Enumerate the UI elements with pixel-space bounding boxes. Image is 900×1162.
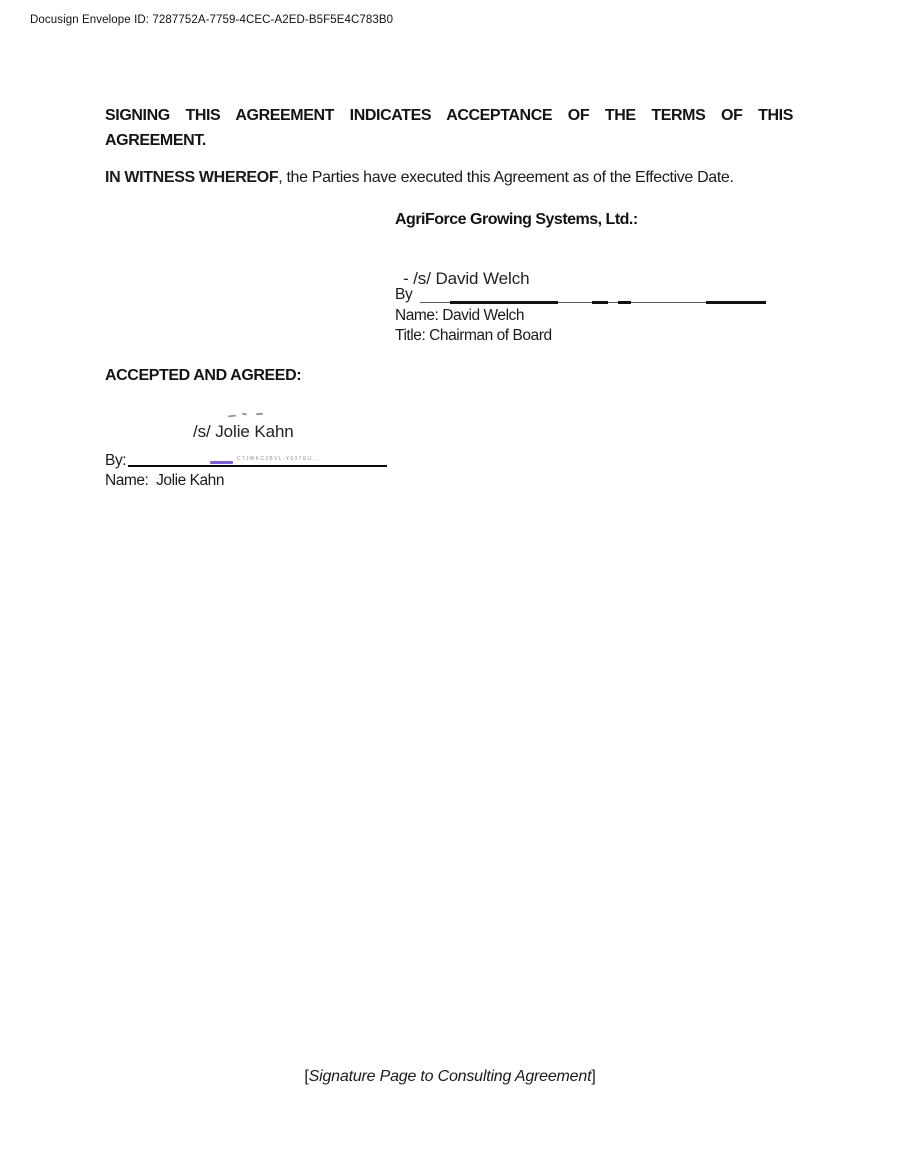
- scan-artifact-mark: [228, 415, 236, 417]
- company-by-label: By: [395, 286, 413, 303]
- agreement-heading-line2: AGREEMENT.: [105, 132, 206, 149]
- scan-artifact-mark: [242, 413, 247, 415]
- witness-clause: [105, 169, 734, 187]
- signature-line-stroke: [706, 301, 766, 304]
- caption-close-bracket: ]: [591, 1068, 596, 1085]
- witness-clause-rest: , the Parties have executed this Agreement as of the Effective Date.: [278, 169, 734, 186]
- company-name-heading: AgriForce Growing Systems, Ltd.:: [395, 211, 638, 228]
- docusign-stamp-mark: [210, 461, 233, 464]
- company-signature-line: [420, 301, 766, 305]
- company-signer-title-line: Title: Chairman of Board: [395, 327, 552, 344]
- scan-artifact-mark: [256, 413, 263, 415]
- company-signer-name-line: Name: David Welch: [395, 307, 525, 324]
- signature-line-stroke: [592, 301, 608, 304]
- caption-text: Signature Page to Consulting Agreement: [308, 1068, 592, 1085]
- signature-line-stroke: [618, 301, 631, 304]
- consultant-signer-name-line: Name: Jolie Kahn: [105, 472, 224, 489]
- accepted-and-agreed-heading: ACCEPTED AND AGREED:: [105, 367, 302, 384]
- consultant-signature-line: [128, 465, 387, 467]
- consultant-typed-signature: /s/ Jolie Kahn: [193, 422, 294, 441]
- company-typed-signature: - /s/ David Welch: [403, 269, 530, 288]
- agreement-heading-line1: SIGNING THIS AGREEMENT INDICATES ACCEPTANCE OF THE TERMS OF THIS: [105, 107, 793, 124]
- signature-line-stroke: [450, 301, 558, 304]
- signature-page-caption: [0, 1068, 900, 1086]
- witness-clause-bold: IN WITNESS WHEREOF: [105, 169, 279, 186]
- consultant-by-label: By:: [105, 452, 127, 469]
- caption-open-bracket: [: [304, 1068, 309, 1085]
- docusign-envelope-id-header: Docusign Envelope ID: 7287752A-7759-4CEC-A2ED-B5F5E4C783B0: [30, 14, 394, 26]
- docusign-stamp-microtext: C7JWKC2BVL-Y037GU...: [237, 456, 321, 462]
